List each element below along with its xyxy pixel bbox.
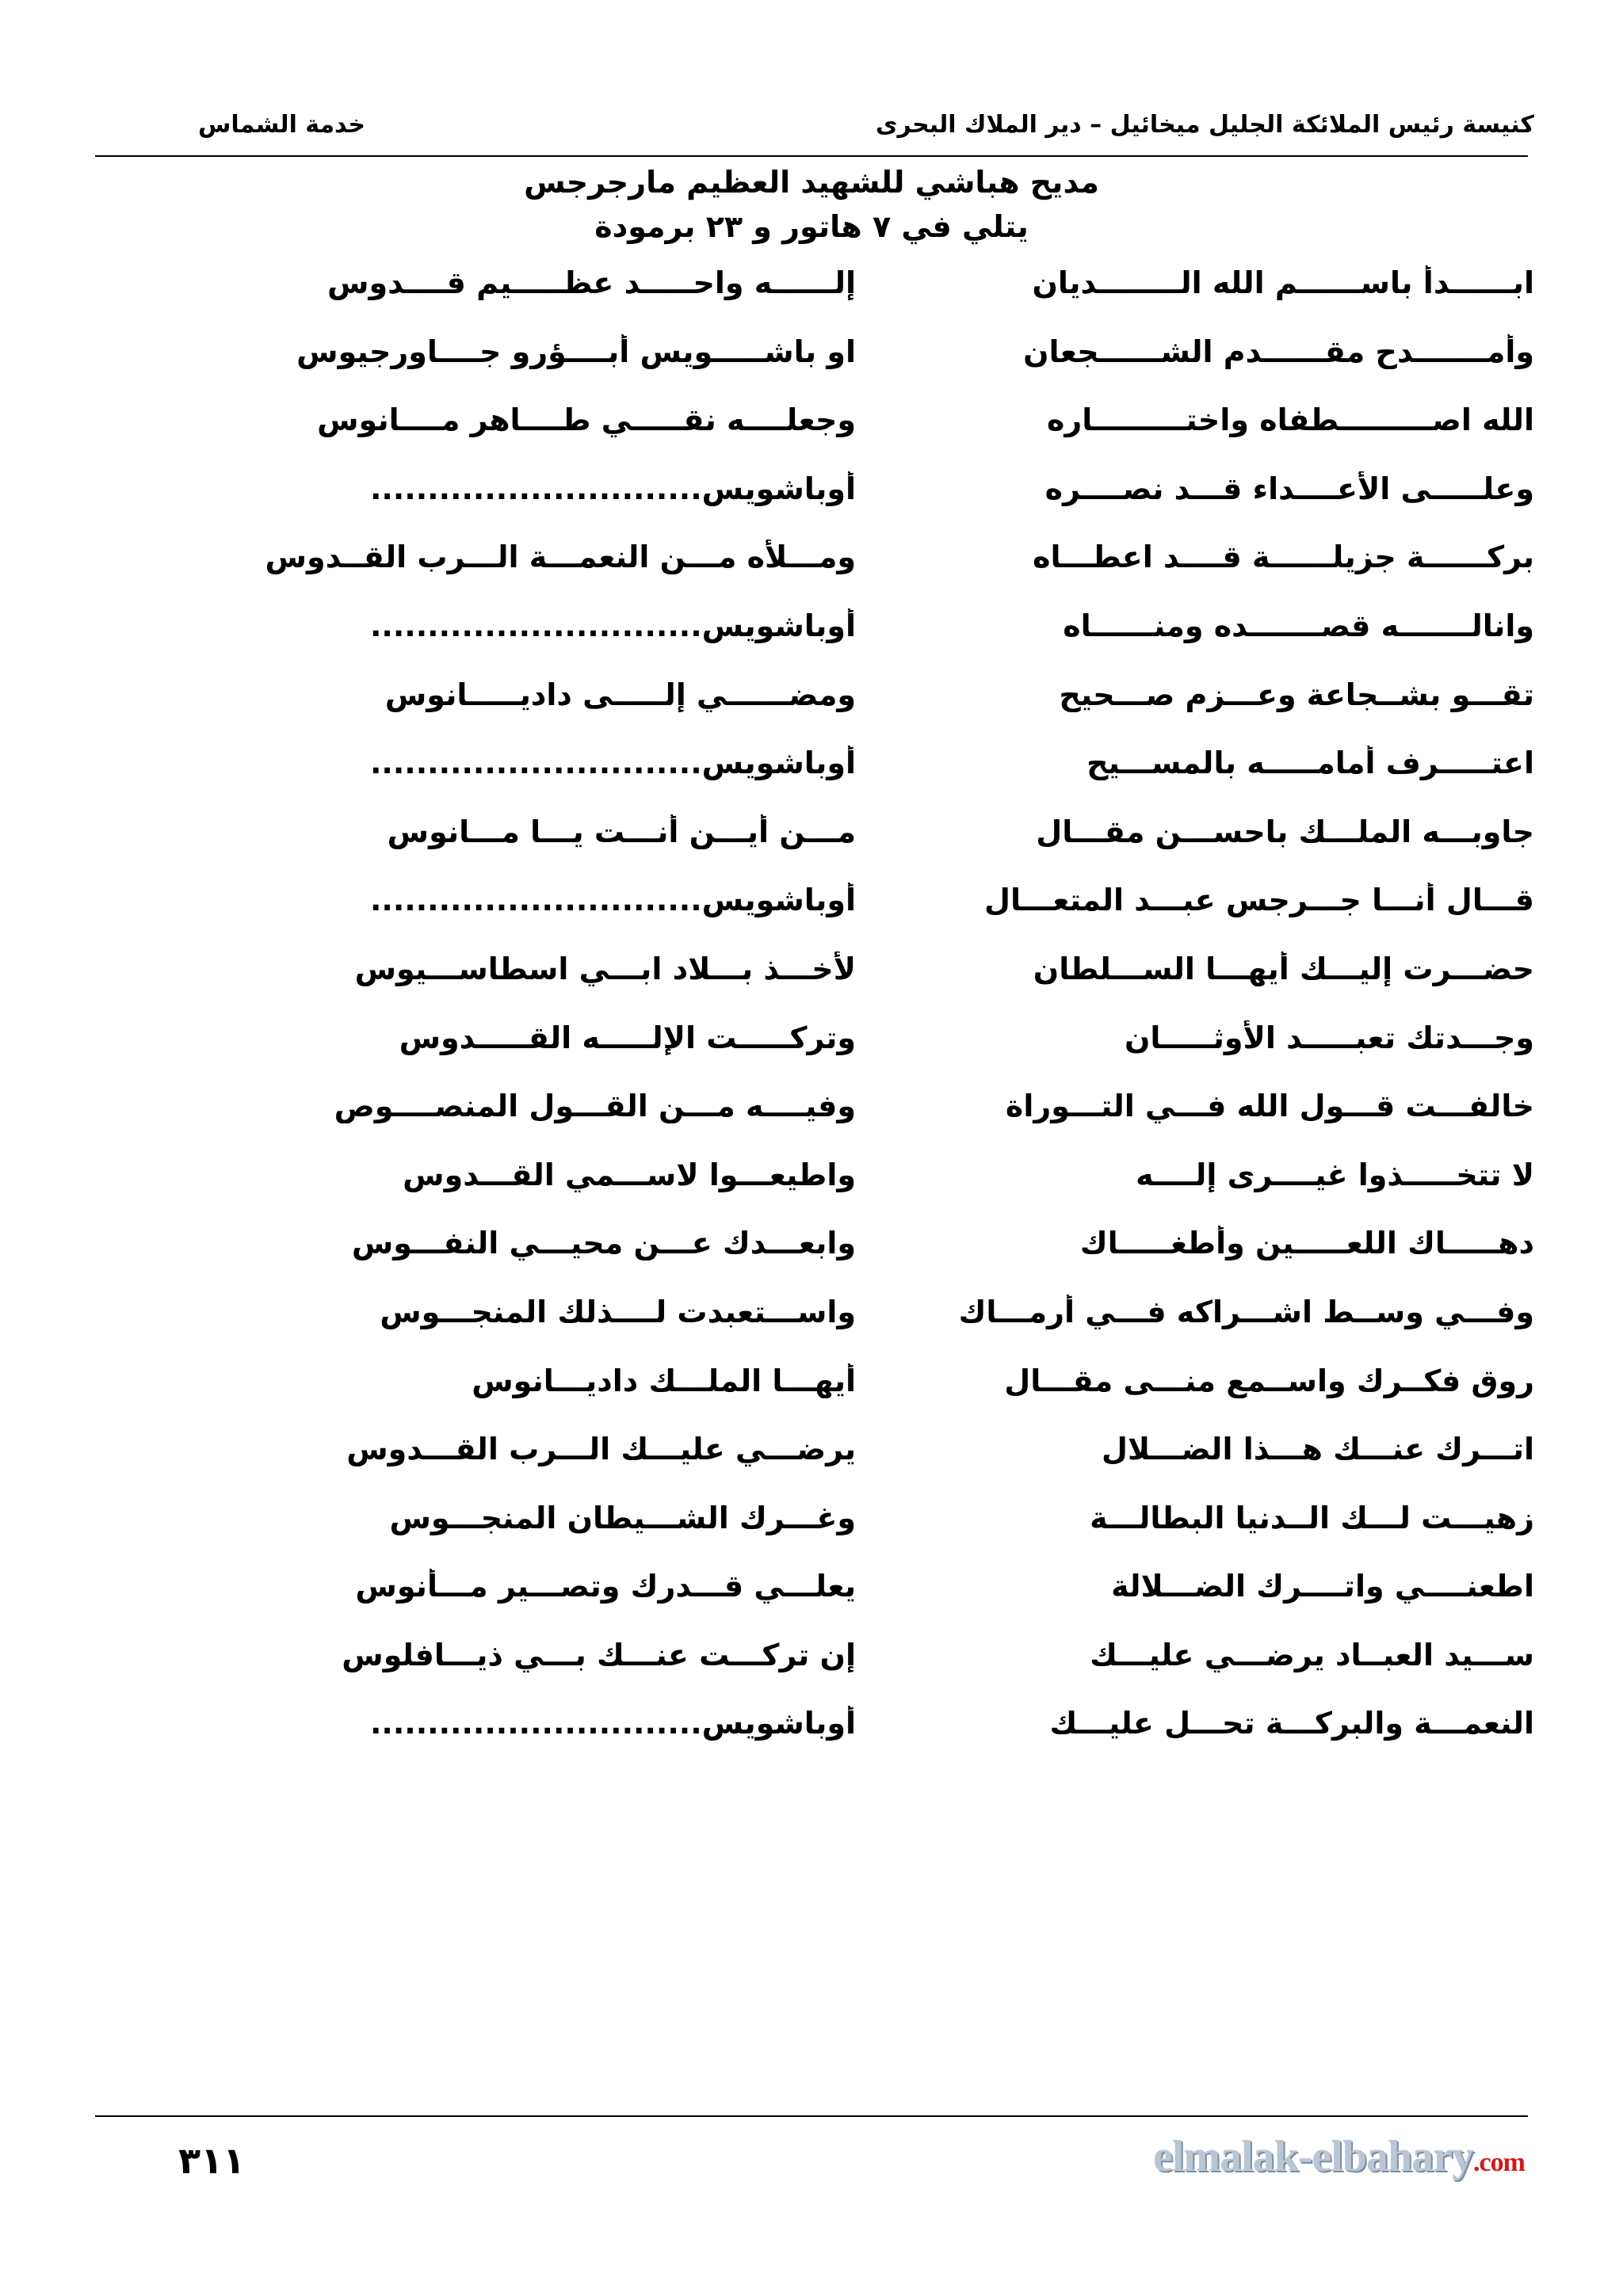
verse-first-half: النعمـــة والبركـــة تحـــل عليـــك xyxy=(1049,1706,1534,1741)
verse-first-half: اتـــرك عنـــك هـــذا الضـــلال xyxy=(1101,1432,1534,1467)
verse-second-half: أوباشويس............................. xyxy=(370,746,856,781)
logo-text: elmalak-elbahary xyxy=(1153,2132,1473,2181)
verse-first-half: اعتـــــرف أمامـــــه بالمســـيح xyxy=(1086,746,1534,781)
verse-row xyxy=(0,540,1623,608)
verse-row xyxy=(0,471,1623,540)
verse-second-half: وتركـــــت الإلـــــه القـــــدوس xyxy=(399,1020,856,1055)
verse-row xyxy=(0,1501,1623,1569)
verse-first-half: اطعنــــي واتــــرك الضـــلالة xyxy=(1111,1569,1534,1604)
verse-row xyxy=(0,1020,1623,1089)
verse-first-half: ابــــــدأ باســــــم الله الــــــــديان xyxy=(1032,265,1534,300)
verse-row xyxy=(0,952,1623,1020)
verse-second-half: وابعـــدك عـــن محيـــي النفـــوس xyxy=(351,1226,856,1261)
site-logo xyxy=(1153,2131,1525,2182)
verse-second-half: يعلـــي قـــدرك وتصـــير مـــأنوس xyxy=(355,1569,856,1604)
header-church-title: كنيسة رئيس الملائكة الجليل ميخائيل – دير الملاك البحرى xyxy=(875,111,1534,139)
verse-first-half: دهـــــاك اللعـــــين وأطغـــــاك xyxy=(1079,1226,1534,1261)
verse-row xyxy=(0,1432,1623,1501)
verse-row xyxy=(0,1569,1623,1638)
verse-row xyxy=(0,1363,1623,1432)
verse-first-half: تقـــو بشــجاعة وعـــزم صـــحيح xyxy=(1059,677,1534,712)
page-number: ٣١١ xyxy=(178,2139,246,2182)
verse-second-half: إن تركـــت عنـــك بـــي ذيـــافلوس xyxy=(342,1637,856,1672)
verse-row xyxy=(0,814,1623,883)
verse-row xyxy=(0,265,1623,334)
verse-row xyxy=(0,677,1623,746)
verse-first-half: بركــــــة جزيلــــــة قــــد اعطـــاه xyxy=(1033,540,1534,575)
verse-second-half: لأخـــذ بـــلاد ابـــي اسطاســـيوس xyxy=(354,951,856,986)
verse-second-half: أوباشويس............................. xyxy=(370,1706,856,1741)
footer-divider xyxy=(95,2115,1528,2117)
verse-first-half: خالفـــت قـــول الله فـــي التـــوراة xyxy=(1005,1089,1534,1124)
verse-second-half: واطيعـــوا لاســـمي القـــدوس xyxy=(403,1157,856,1192)
page-subtitle: يتلي في ٧ هاتور و ٢٣ برمودة xyxy=(594,209,1029,244)
verse-first-half: زهيـــت لـــك الــدنيا البطالـــة xyxy=(1090,1500,1534,1535)
verse-row xyxy=(0,1158,1623,1226)
verse-first-half: وجـــدتك تعبـــــد الأوثـــــان xyxy=(1124,1020,1534,1055)
verse-second-half: ومـــلأه مـــن النعمـــة الـــرب القــدوس xyxy=(265,540,856,575)
page-title: مديح هباشي للشهيد العظيم مارجرجس xyxy=(524,165,1099,200)
verse-row xyxy=(0,402,1623,471)
verse-first-half: وفـــي وســط اشـــراكه فـــي أرمـــاك xyxy=(958,1294,1534,1329)
verse-first-half: جاوبـــه الملـــك باحســـن مقـــال xyxy=(1036,814,1534,849)
verse-row xyxy=(0,1706,1623,1775)
verse-second-half: أوباشويس............................. xyxy=(370,883,856,918)
verse-row xyxy=(0,1638,1623,1707)
verse-row xyxy=(0,608,1623,677)
verse-first-half: قـــال أنـــا جـــرجس عبـــد المتعـــال xyxy=(984,883,1534,918)
verse-row xyxy=(0,883,1623,952)
verse-second-half: ومضــــــي إلـــــى داديـــــانوس xyxy=(384,677,856,712)
header-section-title: خدمة الشماس xyxy=(198,111,366,139)
verse-first-half: وانالـــــــه قصـــــــده ومنــــــاه xyxy=(1063,608,1534,643)
verse-row xyxy=(0,746,1623,814)
verse-second-half: أيهـــا الملـــك داديـــانوس xyxy=(472,1363,856,1398)
verse-first-half: روق فكــرك واســمع منـــى مقـــال xyxy=(1004,1363,1534,1398)
verse-first-half: حضـــرت إليـــك أيهـــا الســـلطان xyxy=(1033,951,1534,986)
header-divider xyxy=(95,155,1528,157)
verse-first-half: لا تتخـــــذوا غيــــرى إلــــه xyxy=(1136,1157,1534,1192)
verse-first-half: الله اصـــــــــطفاه واختـــــــــاره xyxy=(1046,402,1534,438)
verse-second-half: وغـــرك الشـــيطان المنجـــوس xyxy=(389,1500,856,1535)
verses-list xyxy=(0,265,1623,1775)
verse-second-half: وفيــــه مـــن القـــول المنصــــوص xyxy=(334,1089,856,1124)
verse-first-half: وعلـــــى الأعــــداء قـــد نصــــره xyxy=(1044,471,1534,506)
verse-second-half: وجعلــــه نقـــــي طــــاهر مــــانوس xyxy=(317,402,856,438)
verse-second-half: أوباشويس............................. xyxy=(370,471,856,506)
logo-tld: .com xyxy=(1472,2148,1525,2177)
verse-second-half: إلــــــه واحـــــد عظـــــيم قــــدوس xyxy=(327,265,856,300)
verse-row xyxy=(0,334,1623,403)
verse-row xyxy=(0,1089,1623,1158)
verse-row xyxy=(0,1226,1623,1295)
verse-first-half: ســـيد العبــاد يرضـــي عليـــك xyxy=(1090,1637,1534,1672)
verse-second-half: أوباشويس............................. xyxy=(370,608,856,643)
verse-second-half: واســـتعبدت لــــذلك المنجـــوس xyxy=(380,1294,856,1329)
verse-second-half: يرضـــي عليـــك الـــرب القـــدوس xyxy=(346,1432,856,1467)
verse-second-half: او باشـــــويس أبــــؤرو جــــاورجيوس xyxy=(296,334,856,369)
verse-first-half: وأمـــــــدح مقــــــدم الشــــــجعان xyxy=(1023,334,1534,369)
verse-row xyxy=(0,1295,1623,1363)
verse-second-half: مـــن أيـــن أنـــت يـــا مـــانوس xyxy=(387,814,856,849)
